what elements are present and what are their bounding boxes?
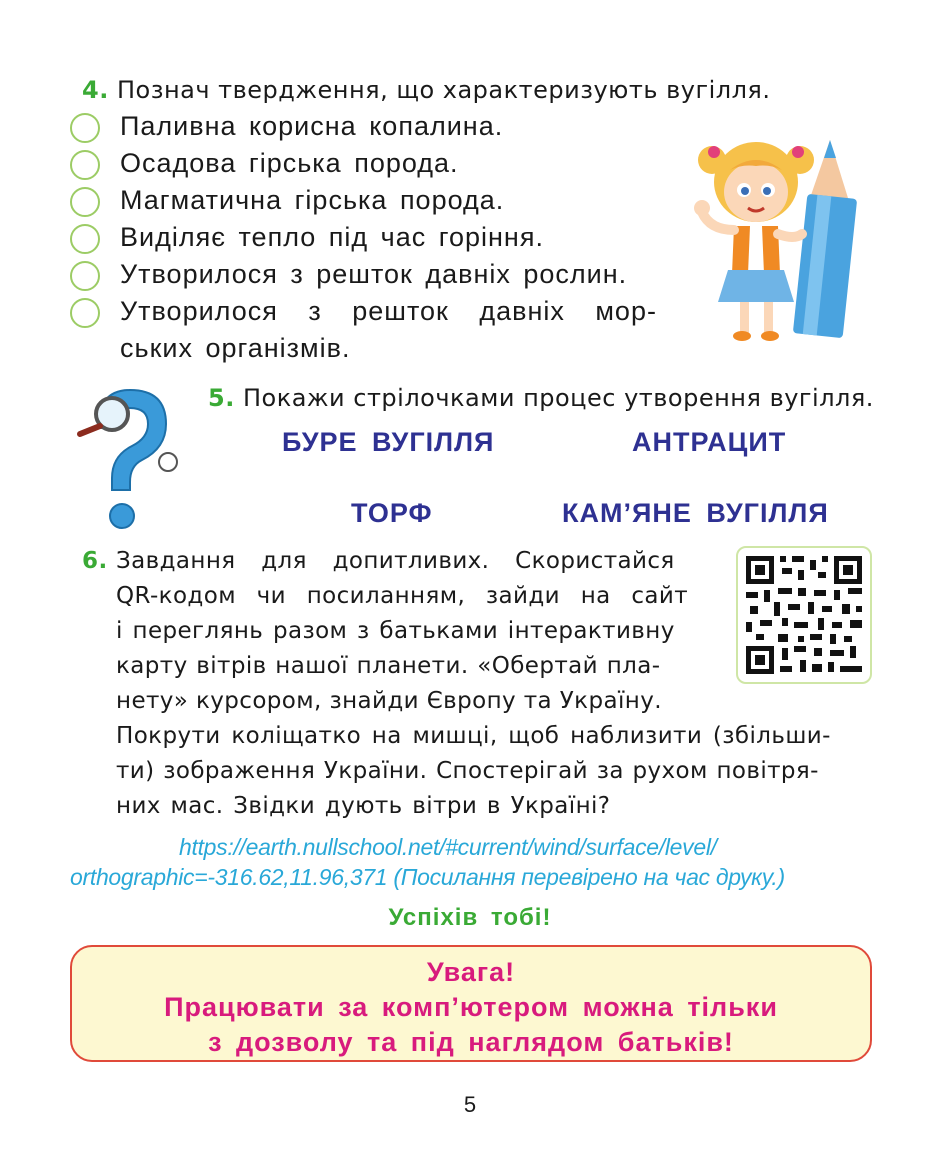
qr-code-icon xyxy=(738,548,870,682)
option-text: Утворилося з решток давніх рослин. xyxy=(120,259,628,289)
wind-map-link-line-2[interactable]: orthographic=-316.62,11.96,371 (Посилання перевірено на час друку.) xyxy=(70,864,785,890)
option-text: Магматична гірська порода. xyxy=(120,185,505,215)
task-6-line: Завдання для допитливих. Скористайся xyxy=(116,548,675,574)
stage-brown-coal[interactable]: БУРЕ ВУГІЛЛЯ xyxy=(282,427,495,457)
task-6-line: них мас. Звідки дують вітри в Україні? xyxy=(116,793,611,819)
task-6-line: ти) зображення України. Спостерігай за рухом повітря- xyxy=(116,758,819,784)
task-6-line: Покрути коліщатко на мишці, щоб наблизити (збільши- xyxy=(116,723,831,749)
option-checkbox[interactable] xyxy=(70,113,100,143)
task-6-line: нету» курсором, знайди Європу та Україну. xyxy=(116,688,662,714)
option-checkbox[interactable] xyxy=(70,261,100,291)
task-6-line: карту вітрів нашої планети. «Обертай пла- xyxy=(116,653,661,679)
option-checkbox[interactable] xyxy=(70,298,100,328)
stage-hard-coal[interactable]: КАМ’ЯНЕ ВУГІЛЛЯ xyxy=(562,498,829,528)
task-6-line: QR-кодом чи посиланням, зайди на сайт xyxy=(116,583,689,609)
option-text: Виділяє тепло під час горіння. xyxy=(120,222,544,252)
option-text: Паливна корисна копалина. xyxy=(120,111,504,141)
option-text: Осадова гірська порода. xyxy=(120,148,459,178)
option-text: Утворилося з решток давніх мор- xyxy=(120,296,657,326)
page-number: 5 xyxy=(463,1092,477,1117)
task-5-number: 5. xyxy=(208,384,235,412)
task-4-heading xyxy=(82,76,771,104)
task-4-number: 4. xyxy=(82,76,109,104)
stage-anthracite[interactable]: АНТРАЦИТ xyxy=(632,427,787,457)
warning-box xyxy=(70,945,872,1062)
warning-title: Увага! xyxy=(426,957,516,987)
task-5-heading xyxy=(208,384,874,412)
wind-map-link-line-1[interactable]: https://earth.nullschool.net/#current/wind/surface/level/ xyxy=(179,834,717,860)
option-text: ських організмів. xyxy=(120,333,351,363)
girl-with-pencil-illustration xyxy=(690,130,870,345)
task-6-line: і переглянь разом з батьками інтерактивну xyxy=(116,618,675,644)
task-5-title: Покажи стрілочками процес утворення вугілля. xyxy=(242,384,874,412)
question-mark-magnifier-illustration xyxy=(68,378,188,533)
good-luck-text: Успіхів тобі! xyxy=(388,904,552,931)
stage-peat[interactable]: ТОРФ xyxy=(351,498,433,528)
task-4-title: Познач твердження, що характеризують вугілля. xyxy=(116,76,771,104)
task-6-number: 6. xyxy=(82,548,108,574)
warning-line-1: Працювати за комп’ютером можна тільки xyxy=(164,992,778,1022)
qr-code[interactable] xyxy=(736,546,872,684)
magnifier-icon xyxy=(80,398,128,434)
option-checkbox[interactable] xyxy=(70,187,100,217)
option-checkbox[interactable] xyxy=(70,224,100,254)
option-checkbox[interactable] xyxy=(70,150,100,180)
warning-line-2: з дозволу та під наглядом батьків! xyxy=(208,1027,734,1057)
